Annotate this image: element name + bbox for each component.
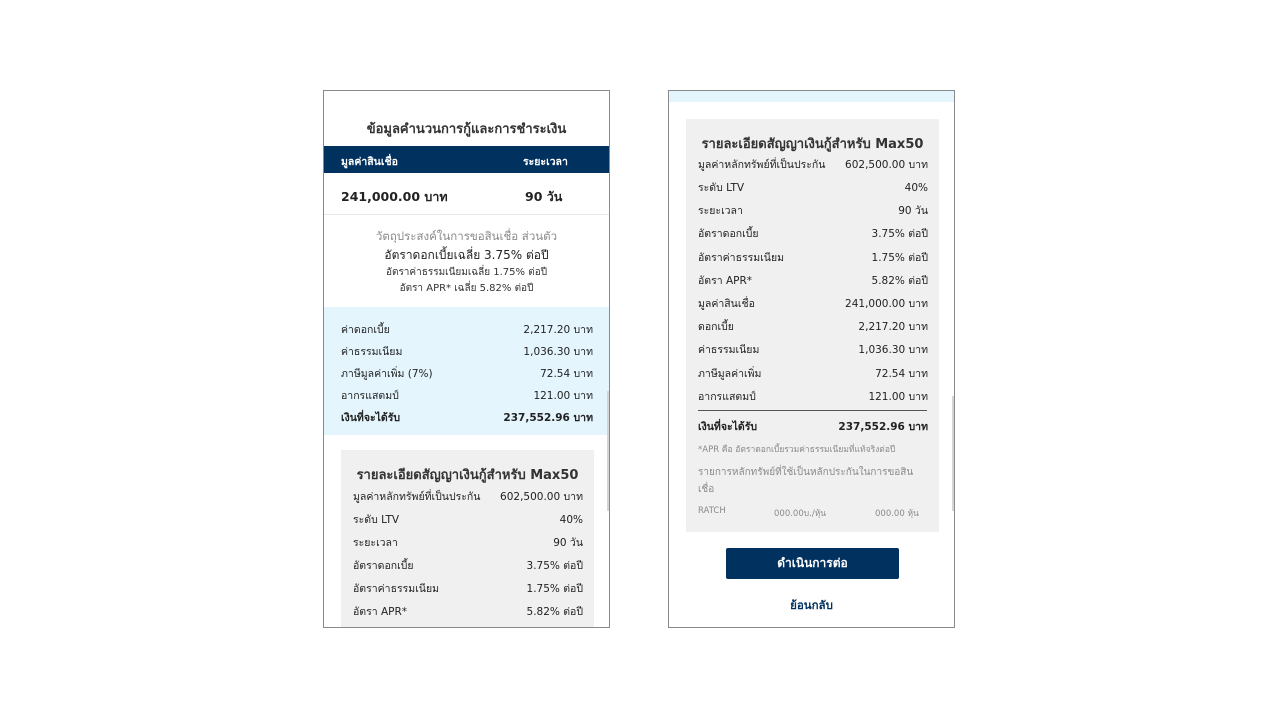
contract-label: อัตราดอกเบี้ย xyxy=(698,228,759,240)
contract-label: ระดับ LTV xyxy=(698,182,745,194)
total-label: เงินที่จะได้รับ xyxy=(698,421,758,433)
loan-purpose: วัตถุประสงค์ในการขอสินเชื่อ ส่วนตัว xyxy=(375,229,558,243)
collateral-price: 000.00บ./หุ้น xyxy=(774,509,827,519)
contract-value: 90 วัน xyxy=(898,205,928,217)
avg-apr-rate: อัตรา APR* เฉลี่ย 5.82% ต่อปี xyxy=(399,283,534,294)
contract-value: 90 วัน xyxy=(553,537,583,549)
contract-label: อัตราค่าธรรมเนียม xyxy=(353,583,440,595)
contract-value: 602,500.00 บาท xyxy=(500,491,583,503)
fee-row-net-receive xyxy=(341,409,593,426)
apr-note: *APR คือ อัตราดอกเบี้ยรวมค่าธรรมเนียมที่แท้จริงต่อปี xyxy=(698,445,896,455)
loan-amount: 241,000.00 บาท xyxy=(341,189,448,204)
fee-row-interest xyxy=(341,321,593,338)
contract-label: อากรแสตมป์ xyxy=(698,391,756,403)
collateral-shares: 000.00 หุ้น xyxy=(875,509,919,519)
loan-table-header xyxy=(324,146,609,173)
contract-row-apr xyxy=(698,272,928,289)
fee-label: อากรแสตมป์ xyxy=(341,390,399,402)
contract-value: 1.75% ต่อปี xyxy=(871,252,928,264)
contract-row-ltv xyxy=(698,179,928,196)
avg-interest-rate: อัตราดอกเบี้ยเฉลี่ย 3.75% ต่อปี xyxy=(384,248,549,262)
contract-label: ค่าธรรมเนียม xyxy=(698,344,760,356)
contract-value: 1.75% ต่อปี xyxy=(526,583,583,595)
contract-value: 241,000.00 บาท xyxy=(845,298,928,310)
contract-label: อัตรา APR* xyxy=(353,606,408,618)
contract-row-vat xyxy=(698,365,928,382)
contract-row-net-receive xyxy=(698,418,928,435)
fee-box-bottom-edge xyxy=(669,91,954,102)
contract-row-loan-amount xyxy=(698,295,928,312)
contract-value: 5.82% ต่อปี xyxy=(871,275,928,287)
contract-row-ltv xyxy=(353,511,583,528)
contract-label: อัตรา APR* xyxy=(698,275,753,287)
scrollbar[interactable] xyxy=(952,396,954,511)
contract-row-period xyxy=(353,534,583,551)
section-title: ข้อมูลคำนวนการกู้และการชำระเงิน xyxy=(366,122,567,137)
contract-value: 121.00 บาท xyxy=(868,391,928,403)
contract-value: 2,217.20 บาท xyxy=(858,321,928,333)
contract-value: 1,036.30 บาท xyxy=(858,344,928,356)
contract-row-fee-amount xyxy=(698,341,928,358)
fee-value: 121.00 บาท xyxy=(533,390,593,402)
total-divider xyxy=(698,410,927,411)
contract-row-apr xyxy=(353,603,583,620)
contract-row-interest xyxy=(698,225,928,242)
collateral-title: รายการหลักทรัพย์ที่ใช้เป็นหลักประกันในการขอสินเชื่อ xyxy=(698,467,914,495)
contract-value: 40% xyxy=(904,181,928,194)
fee-label: ภาษีมูลค่าเพิ่ม (7%) xyxy=(341,368,433,380)
loan-summary-screen-left xyxy=(323,90,610,628)
contract-label: ระดับ LTV xyxy=(353,514,400,526)
contract-value: 602,500.00 บาท xyxy=(845,159,928,171)
contract-row-fee xyxy=(698,249,928,266)
fee-value: 237,552.96 บาท xyxy=(503,412,593,424)
contract-value: 72.54 บาท xyxy=(875,368,928,380)
loan-summary-screen-right xyxy=(668,90,955,628)
collateral-symbol: RATCH xyxy=(698,506,726,516)
contract-label: ระยะเวลา xyxy=(698,205,743,217)
scrollbar[interactable] xyxy=(607,391,609,511)
divider xyxy=(324,214,609,215)
fee-label: ค่าธรรมเนียม xyxy=(341,346,403,358)
back-button[interactable]: ย้อนกลับ xyxy=(669,597,954,615)
contract-label: ดอกเบี้ย xyxy=(698,321,734,333)
contract-row-interest-amount xyxy=(698,318,928,335)
fee-row-fee xyxy=(341,343,593,360)
contract-row-collateral xyxy=(353,488,583,505)
contract-value: 3.75% ต่อปี xyxy=(526,560,583,572)
contract-label: ระยะเวลา xyxy=(353,537,398,549)
contract-card xyxy=(341,450,594,628)
contract-title: รายละเอียดสัญญาเงินกู้สำหรับ Max50 xyxy=(356,468,579,483)
contract-label: มูลค่าหลักทรัพย์ที่เป็นประกัน xyxy=(698,159,826,171)
contract-label: อัตราดอกเบี้ย xyxy=(353,560,414,572)
fee-row-stamp xyxy=(341,387,593,404)
col-period-header: ระยะเวลา xyxy=(523,156,568,168)
contract-title: รายละเอียดสัญญาเงินกู้สำหรับ Max50 xyxy=(701,137,924,152)
continue-button[interactable]: ดำเนินการต่อ xyxy=(726,548,899,579)
contract-value: 3.75% ต่อปี xyxy=(871,228,928,240)
loan-table-values xyxy=(324,174,609,214)
fee-breakdown xyxy=(324,307,609,435)
contract-row-fee xyxy=(353,580,583,597)
col-amount-header: มูลค่าสินเชื่อ xyxy=(341,156,398,168)
contract-value: 40% xyxy=(559,513,583,526)
fee-value: 2,217.20 บาท xyxy=(523,324,593,336)
contract-card-full xyxy=(686,119,939,532)
contract-value: 5.82% ต่อปี xyxy=(526,606,583,618)
contract-row-collateral xyxy=(698,156,928,173)
contract-label: อัตราค่าธรรมเนียม xyxy=(698,252,785,264)
contract-row-period xyxy=(698,202,928,219)
avg-fee-rate: อัตราค่าธรรมเนียมเฉลี่ย 1.75% ต่อปี xyxy=(385,267,548,278)
contract-label: มูลค่าหลักทรัพย์ที่เป็นประกัน xyxy=(353,491,481,503)
contract-label: ภาษีมูลค่าเพิ่ม xyxy=(698,368,762,380)
fee-value: 1,036.30 บาท xyxy=(523,346,593,358)
contract-row-stamp xyxy=(698,388,928,405)
fee-label: ค่าดอกเบี้ย xyxy=(341,324,390,336)
contract-row-interest xyxy=(353,557,583,574)
fee-label: เงินที่จะได้รับ xyxy=(341,412,401,424)
loan-period: 90 วัน xyxy=(525,189,563,204)
contract-label: มูลค่าสินเชื่อ xyxy=(698,298,755,310)
total-value: 237,552.96 บาท xyxy=(838,421,928,433)
fee-value: 72.54 บาท xyxy=(540,368,593,380)
fee-row-vat xyxy=(341,365,593,382)
